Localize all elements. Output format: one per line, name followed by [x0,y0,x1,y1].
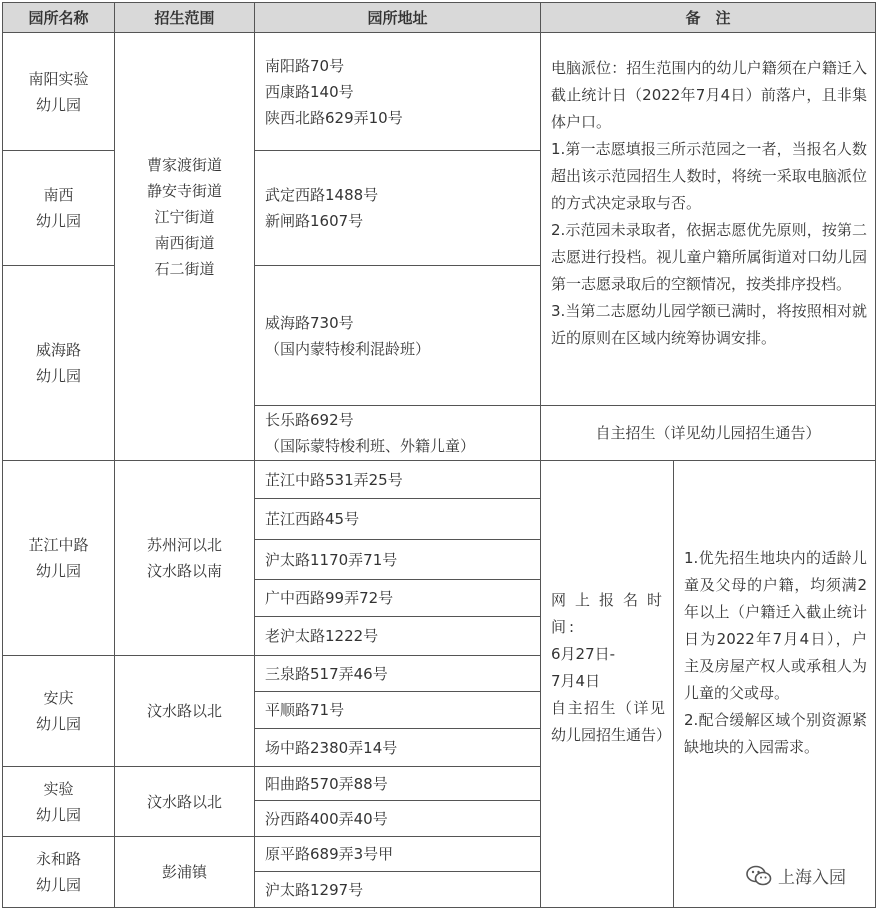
name-line: 安庆 [43,689,74,707]
header-address: 园所地址 [254,2,541,33]
address-row [254,800,541,837]
address-line: 陕西北路629弄10号 [265,108,403,127]
address-line: 汾西路400弄40号 [265,809,388,828]
address-line: 三泉路517弄46号 [265,664,388,683]
scope-shiyan [114,766,255,837]
scope-line: 汶水路以北 [146,792,222,811]
address-row [254,728,541,767]
address-weihailu-a [254,265,541,406]
watermark-text: 上海入园 [778,868,846,888]
address-row [254,766,541,801]
address-row [254,460,541,499]
address-row [254,871,541,908]
address-weihailu-b [254,405,541,461]
scope-line: 汶水路以南 [146,562,222,580]
watermark [746,863,846,888]
address-line: 平顺路71号 [265,701,345,719]
remark-group2-right [673,460,876,908]
scope-line: 石二街道 [154,259,215,278]
name-line: 永和路 [35,850,81,868]
address-line: 武定西路1488号 [265,186,379,204]
scope-yonghe [114,836,255,908]
address-row [254,655,541,692]
address-line: 新闸路1607号 [265,212,364,230]
scope-group1 [114,32,255,461]
name-line: 芷江中路 [28,536,89,554]
address-line: 长乐路692号 [265,411,354,429]
name-line: 幼儿园 [35,715,81,733]
name-line: 威海路 [35,341,81,359]
address-line: 广中西路99弄72号 [265,589,394,607]
name-line: 幼儿园 [35,367,81,385]
address-row [254,579,541,617]
address-line: 老沪太路1222号 [265,627,379,645]
scope-line: 汶水路以北 [146,702,222,720]
address-nanxi [254,150,541,266]
kindergarten-yonghe [2,836,115,908]
scope-line: 曹家渡街道 [146,155,222,174]
header-scope: 招生范围 [114,2,255,33]
header-name: 园所名称 [2,2,115,33]
name-line: 实验 [43,779,74,798]
scope-line: 江宁街道 [154,207,215,226]
scope-line: 静安寺街道 [146,181,222,200]
remark-line: 7月4日 [551,672,601,690]
header-remark: 备 注 [540,2,876,33]
name-line: 幼儿园 [35,876,81,894]
kindergarten-zhijiang [2,460,115,656]
name-line: 幼儿园 [35,562,81,580]
scope-zhijiang [114,460,255,656]
remark-group1 [540,32,876,406]
remark-paragraph: 电脑派位：招生范围内的幼儿户籍须在户籍迁入截止统计日（2022年7月4日）前落户，且非集体户口。 [551,59,867,131]
remark-weihailu-b [540,405,876,461]
address-line: （国内蒙特梭利混龄班） [265,339,431,358]
address-line: （国际蒙特梭利班、外籍儿童） [265,437,476,455]
address-row [254,539,541,580]
address-row [254,836,541,872]
kindergarten-weihailu [2,265,115,461]
remark-paragraph: 2.配合缓解区域个别资源紧缺地块的入园需求。 [684,711,867,756]
scope-line: 彭浦镇 [161,863,207,881]
address-line: 西康路140号 [265,82,354,101]
kindergarten-nanyang [2,32,115,151]
address-line: 原平路689弄3号甲 [265,845,394,863]
name-line: 幼儿园 [35,212,81,230]
address-line: 沪太路1297号 [265,880,364,899]
name-line: 南西 [43,186,74,204]
kindergarten-shiyan [2,766,115,837]
remark-paragraph: 3.当第二志愿幼儿园学额已满时，将按照相对就近的原则在区域内统筹协调安排。 [551,302,867,347]
name-line: 幼儿园 [35,805,81,824]
scope-anqing [114,655,255,767]
address-line: 沪太路1170弄71号 [265,550,398,569]
address-line: 阳曲路570弄88号 [265,774,388,793]
remark-paragraph: 2.示范园未录取者，依据志愿优先原则，按第二志愿进行投档。视儿童户籍所属街道对口幼儿园第一志愿录取后的空额情况，按类排序投档。 [551,221,867,293]
kindergarten-nanxi [2,150,115,266]
remark-paragraph: 1.第一志愿填报三所示范园之一者，当报名人数超出该示范园招生人数时，将统一采取电脑派位的方式决定录取与否。 [551,140,867,212]
kindergarten-anqing [2,655,115,767]
wechat-icon [746,865,772,887]
address-line: 南阳路70号 [265,56,345,75]
remark-line: 自主招生（详见幼儿园招生通告） [551,699,672,744]
name-line: 南阳实验 [28,69,89,88]
address-line: 芷江中路531弄25号 [265,470,403,489]
scope-line: 苏州河以北 [146,536,222,554]
address-line: 威海路730号 [265,313,354,332]
address-nanyang [254,32,541,151]
remark-paragraph: 1.优先招生地块内的适龄儿童及父母的户籍，均须满2年以上（户籍迁入截止统计日为2022年7月4日），户主及房屋产权人或承租人为儿童的父或母。 [684,549,867,702]
address-row [254,691,541,729]
address-row [254,498,541,540]
scope-line: 南西街道 [154,233,215,252]
name-line: 幼儿园 [35,95,81,114]
address-row [254,616,541,656]
remark-line: 6月27日- [551,645,616,663]
remark-line: 网上报名时间: [551,591,665,636]
address-line: 芷江西路45号 [265,510,360,528]
remark-text: 自主招生（详见幼儿园招生通告） [595,424,821,442]
remark-group2-left [540,460,674,908]
address-line: 场中路2380弄14号 [265,738,398,757]
